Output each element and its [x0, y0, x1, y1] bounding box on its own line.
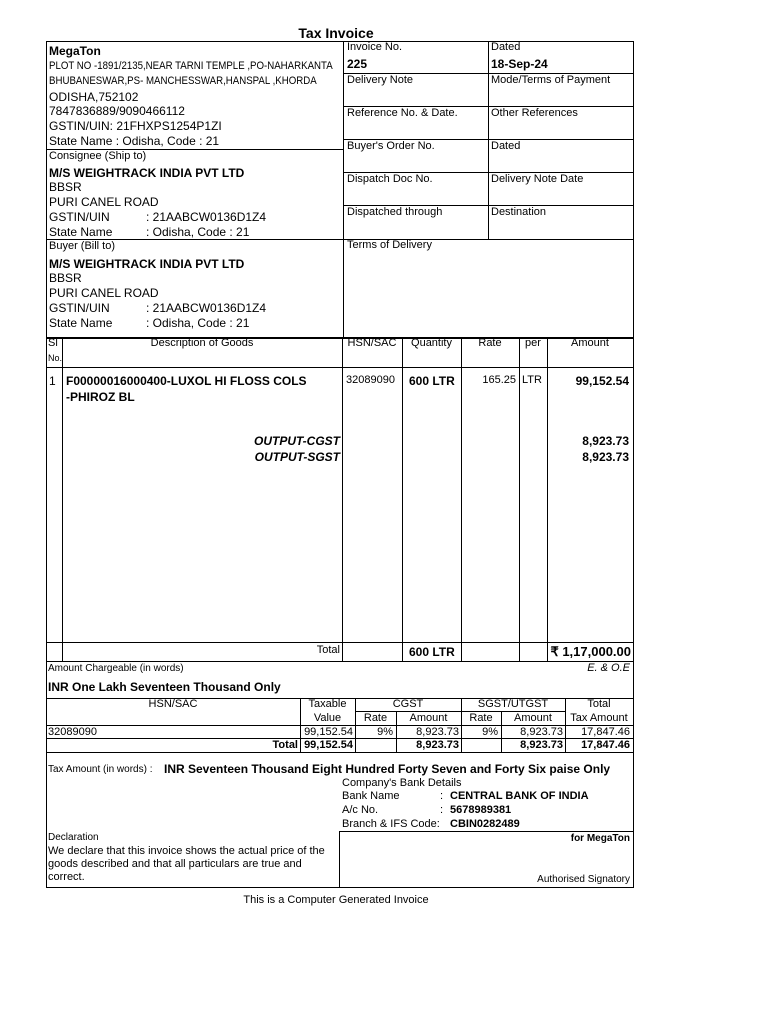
seller-state: State Name : Odisha, Code : 21 — [49, 134, 220, 148]
consignee-gstin-label: GSTIN/UIN — [49, 210, 110, 224]
meta-split — [488, 41, 489, 240]
terms-delivery-label: Terms of Delivery — [347, 239, 432, 251]
cgst-rate-header: Rate — [363, 712, 388, 724]
col-line — [62, 337, 63, 661]
buyer-heading: Buyer (Bill to) — [49, 240, 116, 252]
footer-note: This is a Computer Generated Invoice — [243, 894, 429, 906]
frame-bottom — [46, 887, 634, 888]
cgst-header: CGST — [392, 698, 424, 710]
tax-words-label: Tax Amount (in words) : — [48, 764, 153, 775]
tax-row-cgst-amount: 8,923.73 — [416, 726, 459, 738]
item-hsn: 32089090 — [346, 374, 395, 386]
seller-address: ODISHA,752102 — [49, 90, 139, 104]
buyers-order-label: Buyer's Order No. — [347, 140, 435, 152]
payment-terms-label: Mode/Terms of Payment — [491, 74, 611, 86]
no-header: No. — [48, 353, 63, 363]
tax-row-sgst-rate: 9% — [482, 726, 498, 738]
items-header-bottom — [46, 367, 633, 368]
sgst-label: OUTPUT-SGST — [254, 450, 340, 464]
other-references-label: Other References — [491, 107, 578, 119]
ifsc-code: CBIN0282489 — [450, 818, 520, 830]
dispatched-through-label: Dispatched through — [347, 206, 443, 218]
tax-row-cgst-rate: 9% — [377, 726, 393, 738]
order-dated-label: Dated — [491, 140, 521, 152]
item-rate: 165.25 — [482, 374, 516, 386]
invoice-no: 225 — [347, 57, 368, 71]
taxable-header: Taxable — [308, 698, 347, 710]
declaration-heading: Declaration — [48, 832, 99, 843]
item-amount: 99,152.54 — [575, 374, 629, 388]
buyer-gstin-label: GSTIN/UIN — [49, 301, 110, 315]
tax-total-label: Total — [272, 739, 298, 751]
account-label: A/c No. — [342, 804, 379, 816]
invoice-date: 18-Sep-24 — [491, 57, 548, 71]
buyer-state-value: : Odisha, Code : 21 — [146, 316, 250, 330]
seller-phone: 7847836889/9090466112 — [49, 104, 185, 118]
cgst-amount: 8,923.73 — [582, 434, 629, 448]
per-header: per — [525, 337, 541, 349]
header-split — [343, 41, 344, 337]
account-colon: : — [440, 804, 444, 816]
consignee-gstin-value: : 21AABCW0136D1Z4 — [146, 210, 267, 224]
item-per: LTR — [522, 374, 542, 386]
bank-name: CENTRAL BANK OF INDIA — [450, 790, 589, 802]
buyer-state-label: State Name — [49, 316, 113, 330]
value-header: Value — [313, 712, 342, 724]
buyer-line: BBSR — [49, 271, 82, 285]
signature-box-left — [339, 831, 340, 887]
item-description: F00000016000400-LUXOL HI FLOSS COLS — [66, 374, 307, 388]
tax-row-hsn: 32089090 — [48, 726, 97, 738]
frame-top — [46, 41, 634, 42]
tax-row-taxable: 99,152.54 — [304, 726, 353, 738]
quantity-header: Quantity — [411, 337, 452, 349]
frame-left — [46, 41, 47, 887]
dispatch-doc-label: Dispatch Doc No. — [347, 173, 433, 185]
sgst-amount-header: Amount — [514, 712, 552, 724]
tax-amount-in-words: INR Seventeen Thousand Eight Hundred Forty Seven and Forty Six paise Only — [164, 762, 611, 776]
bank-heading: Company's Bank Details — [342, 777, 462, 789]
reference-label: Reference No. & Date. — [347, 107, 458, 119]
tax-row-total: 17,847.46 — [581, 726, 630, 738]
seller-address: BHUBANESWAR,PS- MANCHESSWAR,HANSPAL ,KHORDA — [49, 75, 317, 87]
consignee-heading: Consignee (Ship to) — [49, 150, 147, 162]
seller-address: PLOT NO -1891/2135,NEAR TARNI TEMPLE ,PO-NAHARKANTA — [49, 60, 333, 72]
col-line — [519, 337, 520, 661]
rate-header: Rate — [478, 337, 502, 349]
delivery-note-date-label: Delivery Note Date — [491, 173, 584, 185]
sgst-amount: 8,923.73 — [582, 450, 629, 464]
total-label: Total — [316, 644, 340, 656]
bank-name-label: Bank Name — [342, 790, 400, 802]
frame-right — [633, 41, 634, 887]
total-amount: ₹ 1,17,000.00 — [550, 644, 631, 659]
consignee-line: BBSR — [49, 180, 82, 194]
consignee-line: PURI CANEL ROAD — [49, 195, 159, 209]
tax-hsn-header: HSN/SAC — [148, 698, 198, 710]
consignee-name: M/S WEIGHTRACK INDIA PVT LTD — [49, 166, 245, 180]
amount-chargeable-label: Amount Chargeable (in words) — [48, 663, 184, 674]
seller-gstin: GSTIN/UIN: 21FHXPS1254P1ZI — [49, 119, 222, 133]
invoice-no-label: Invoice No. — [347, 41, 403, 53]
delivery-note-label: Delivery Note — [347, 74, 414, 86]
seller-name: MegaTon — [49, 44, 101, 58]
for-company: for MegaTon — [570, 833, 630, 844]
total-tax-amount-header: Tax Amount — [570, 712, 628, 724]
cgst-amount-header: Amount — [409, 712, 448, 724]
sgst-rate-header: Rate — [469, 712, 493, 724]
col-line — [342, 337, 343, 661]
tax-total-taxable: 99,152.54 — [304, 739, 353, 751]
dated-label: Dated — [491, 41, 521, 53]
hsn-header: HSN/SAC — [347, 337, 397, 349]
tax-total-cgst: 8,923.73 — [416, 739, 459, 751]
eoe-label: E. & O.E — [587, 662, 630, 674]
items-total-top — [46, 642, 633, 643]
tax-row-sgst-amount: 8,923.73 — [520, 726, 563, 738]
authorised-signatory: Authorised Signatory — [537, 874, 630, 885]
item-sl: 1 — [49, 374, 56, 388]
page-title: Tax Invoice — [298, 25, 374, 41]
branch-label: Branch & IFS Code: — [342, 818, 440, 830]
declaration-text: We declare that this invoice shows the actual price of the — [48, 845, 325, 857]
destination-label: Destination — [491, 206, 547, 218]
buyer-gstin-value: : 21AABCW0136D1Z4 — [146, 301, 267, 315]
col-line — [402, 337, 403, 661]
buyer-line: PURI CANEL ROAD — [49, 286, 159, 300]
cgst-label: OUTPUT-CGST — [254, 434, 340, 448]
consignee-state-label: State Name — [49, 225, 113, 239]
bank-colon: : — [440, 790, 444, 802]
item-quantity: 600 LTR — [409, 374, 455, 388]
total-tax-header: Total — [587, 698, 611, 710]
declaration-text: goods described and that all particulars are true and — [48, 858, 302, 870]
amount-in-words: INR One Lakh Seventeen Thousand Only — [48, 680, 281, 694]
tax-total-amount: 17,847.46 — [581, 739, 630, 751]
tax-total-sgst: 8,923.73 — [520, 739, 563, 751]
items-total-bottom — [46, 661, 633, 662]
signature-box-top — [339, 831, 633, 832]
description-header: Description of Goods — [150, 337, 254, 349]
tax-table-bottom — [46, 752, 633, 753]
amount-header: Amount — [571, 337, 609, 349]
declaration-text: correct. — [48, 871, 85, 883]
consignee-state-value: : Odisha, Code : 21 — [146, 225, 250, 239]
sgst-header: SGST/UTGST — [477, 698, 549, 710]
item-description: -PHIROZ BL — [66, 390, 135, 404]
buyer-name: M/S WEIGHTRACK INDIA PVT LTD — [49, 257, 245, 271]
total-quantity: 600 LTR — [409, 645, 455, 659]
account-number: 5678989381 — [450, 804, 512, 816]
sl-header: Sl — [48, 337, 58, 349]
